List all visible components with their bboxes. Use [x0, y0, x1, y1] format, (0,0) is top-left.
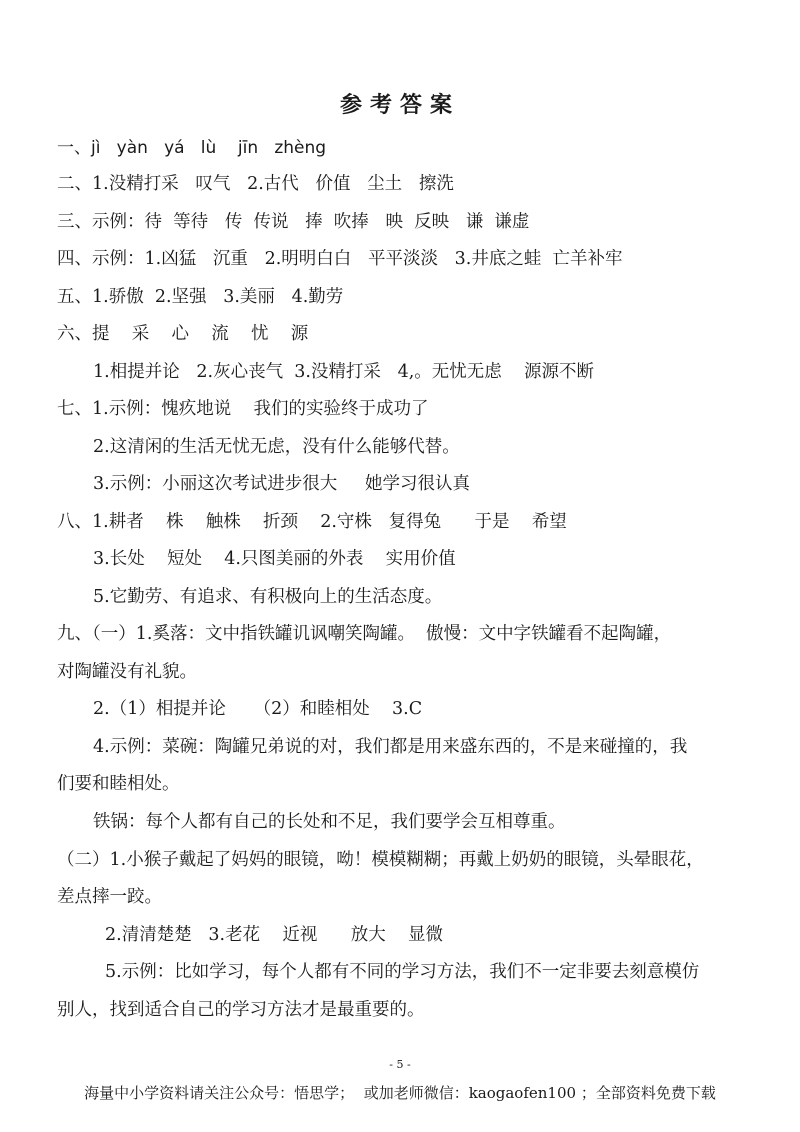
answer-line-15: 对陶罐没有礼貌。 — [57, 662, 197, 682]
page-number: - 5 - — [389, 1058, 411, 1071]
page-title: 参考答案 — [339, 93, 460, 118]
answer-line-22: 2.清清楚楚 3.老花 近视 放大 显微 — [105, 925, 443, 945]
answer-line-16: 2.（1）相提并论 （2）和睦相处 3.C — [93, 699, 423, 719]
answer-line-13: 5.它勤劳、有追求、有积极向上的生活态度。 — [93, 587, 443, 607]
answer-line-14: 九、（一）1.奚落：文中指铁罐讥讽嘲笑陶罐。 傲慢：文中字铁罐看不起陶罐， — [57, 624, 672, 644]
answer-line-1: 一、jì yàn yá lù jīn zhèng — [57, 138, 327, 158]
answer-line-6: 六、提 采 心 流 忧 源 — [57, 324, 309, 344]
footer-note: 海量中小学资料请关注公众号：悟思学； 或加老师微信：kaogaofen100 ；全部资料免费下载 — [84, 1084, 716, 1102]
answer-line-8: 七、1.示例：愧疚地说 我们的实验终于成功了 — [57, 399, 429, 419]
answer-line-3: 三、示例：待 等待 传 传说 捧 吹捧 映 反映 谦 谦虚 — [57, 212, 530, 232]
answer-line-4: 四、示例：1.凶猛 沉重 2.明明白白 平平淡淡 3.井底之蛙 亡羊补牢 — [57, 249, 623, 269]
answer-line-23: 5.示例：比如学习，每个人都有不同的学习方法，我们不一定非要去刻意模仿 — [105, 962, 700, 982]
answer-line-20: （二）1.小猴子戴起了妈妈的眼镜，呦！模模糊糊；再戴上奶奶的眼镜，头晕眼花， — [57, 850, 704, 870]
answer-line-24: 别人，找到适合自己的学习方法才是最重要的。 — [57, 1000, 425, 1020]
answer-line-9: 2.这清闲的生活无忧无虑，没有什么能够代替。 — [93, 437, 460, 457]
answer-line-2: 二、1.没精打采 叹气 2.古代 价值 尘土 擦洗 — [57, 174, 454, 194]
answer-line-19: 铁锅：每个人都有自己的长处和不足，我们要学会互相尊重。 — [93, 812, 566, 832]
answer-line-18: 们要和睦相处。 — [57, 774, 180, 794]
answer-line-5: 五、1.骄傲 2.坚强 3.美丽 4.勤劳 — [57, 287, 344, 307]
answer-line-7: 1.相提并论 2.灰心丧气 3.没精打采 4,。无忧无虑 源源不断 — [93, 362, 595, 382]
answer-line-12: 3.长处 短处 4.只图美丽的外表 实用价值 — [93, 549, 456, 569]
answer-line-21: 差点摔一跤。 — [57, 887, 162, 907]
answer-line-17: 4.示例：菜碗：陶罐兄弟说的对，我们都是用来盛东西的，不是来碰撞的，我 — [93, 737, 688, 757]
answer-line-11: 八、1.耕者 株 触株 折颈 2.守株 复得兔 于是 希望 — [57, 512, 567, 532]
answer-line-10: 3.示例：小丽这次考试进步很大 她学习很认真 — [93, 474, 471, 494]
